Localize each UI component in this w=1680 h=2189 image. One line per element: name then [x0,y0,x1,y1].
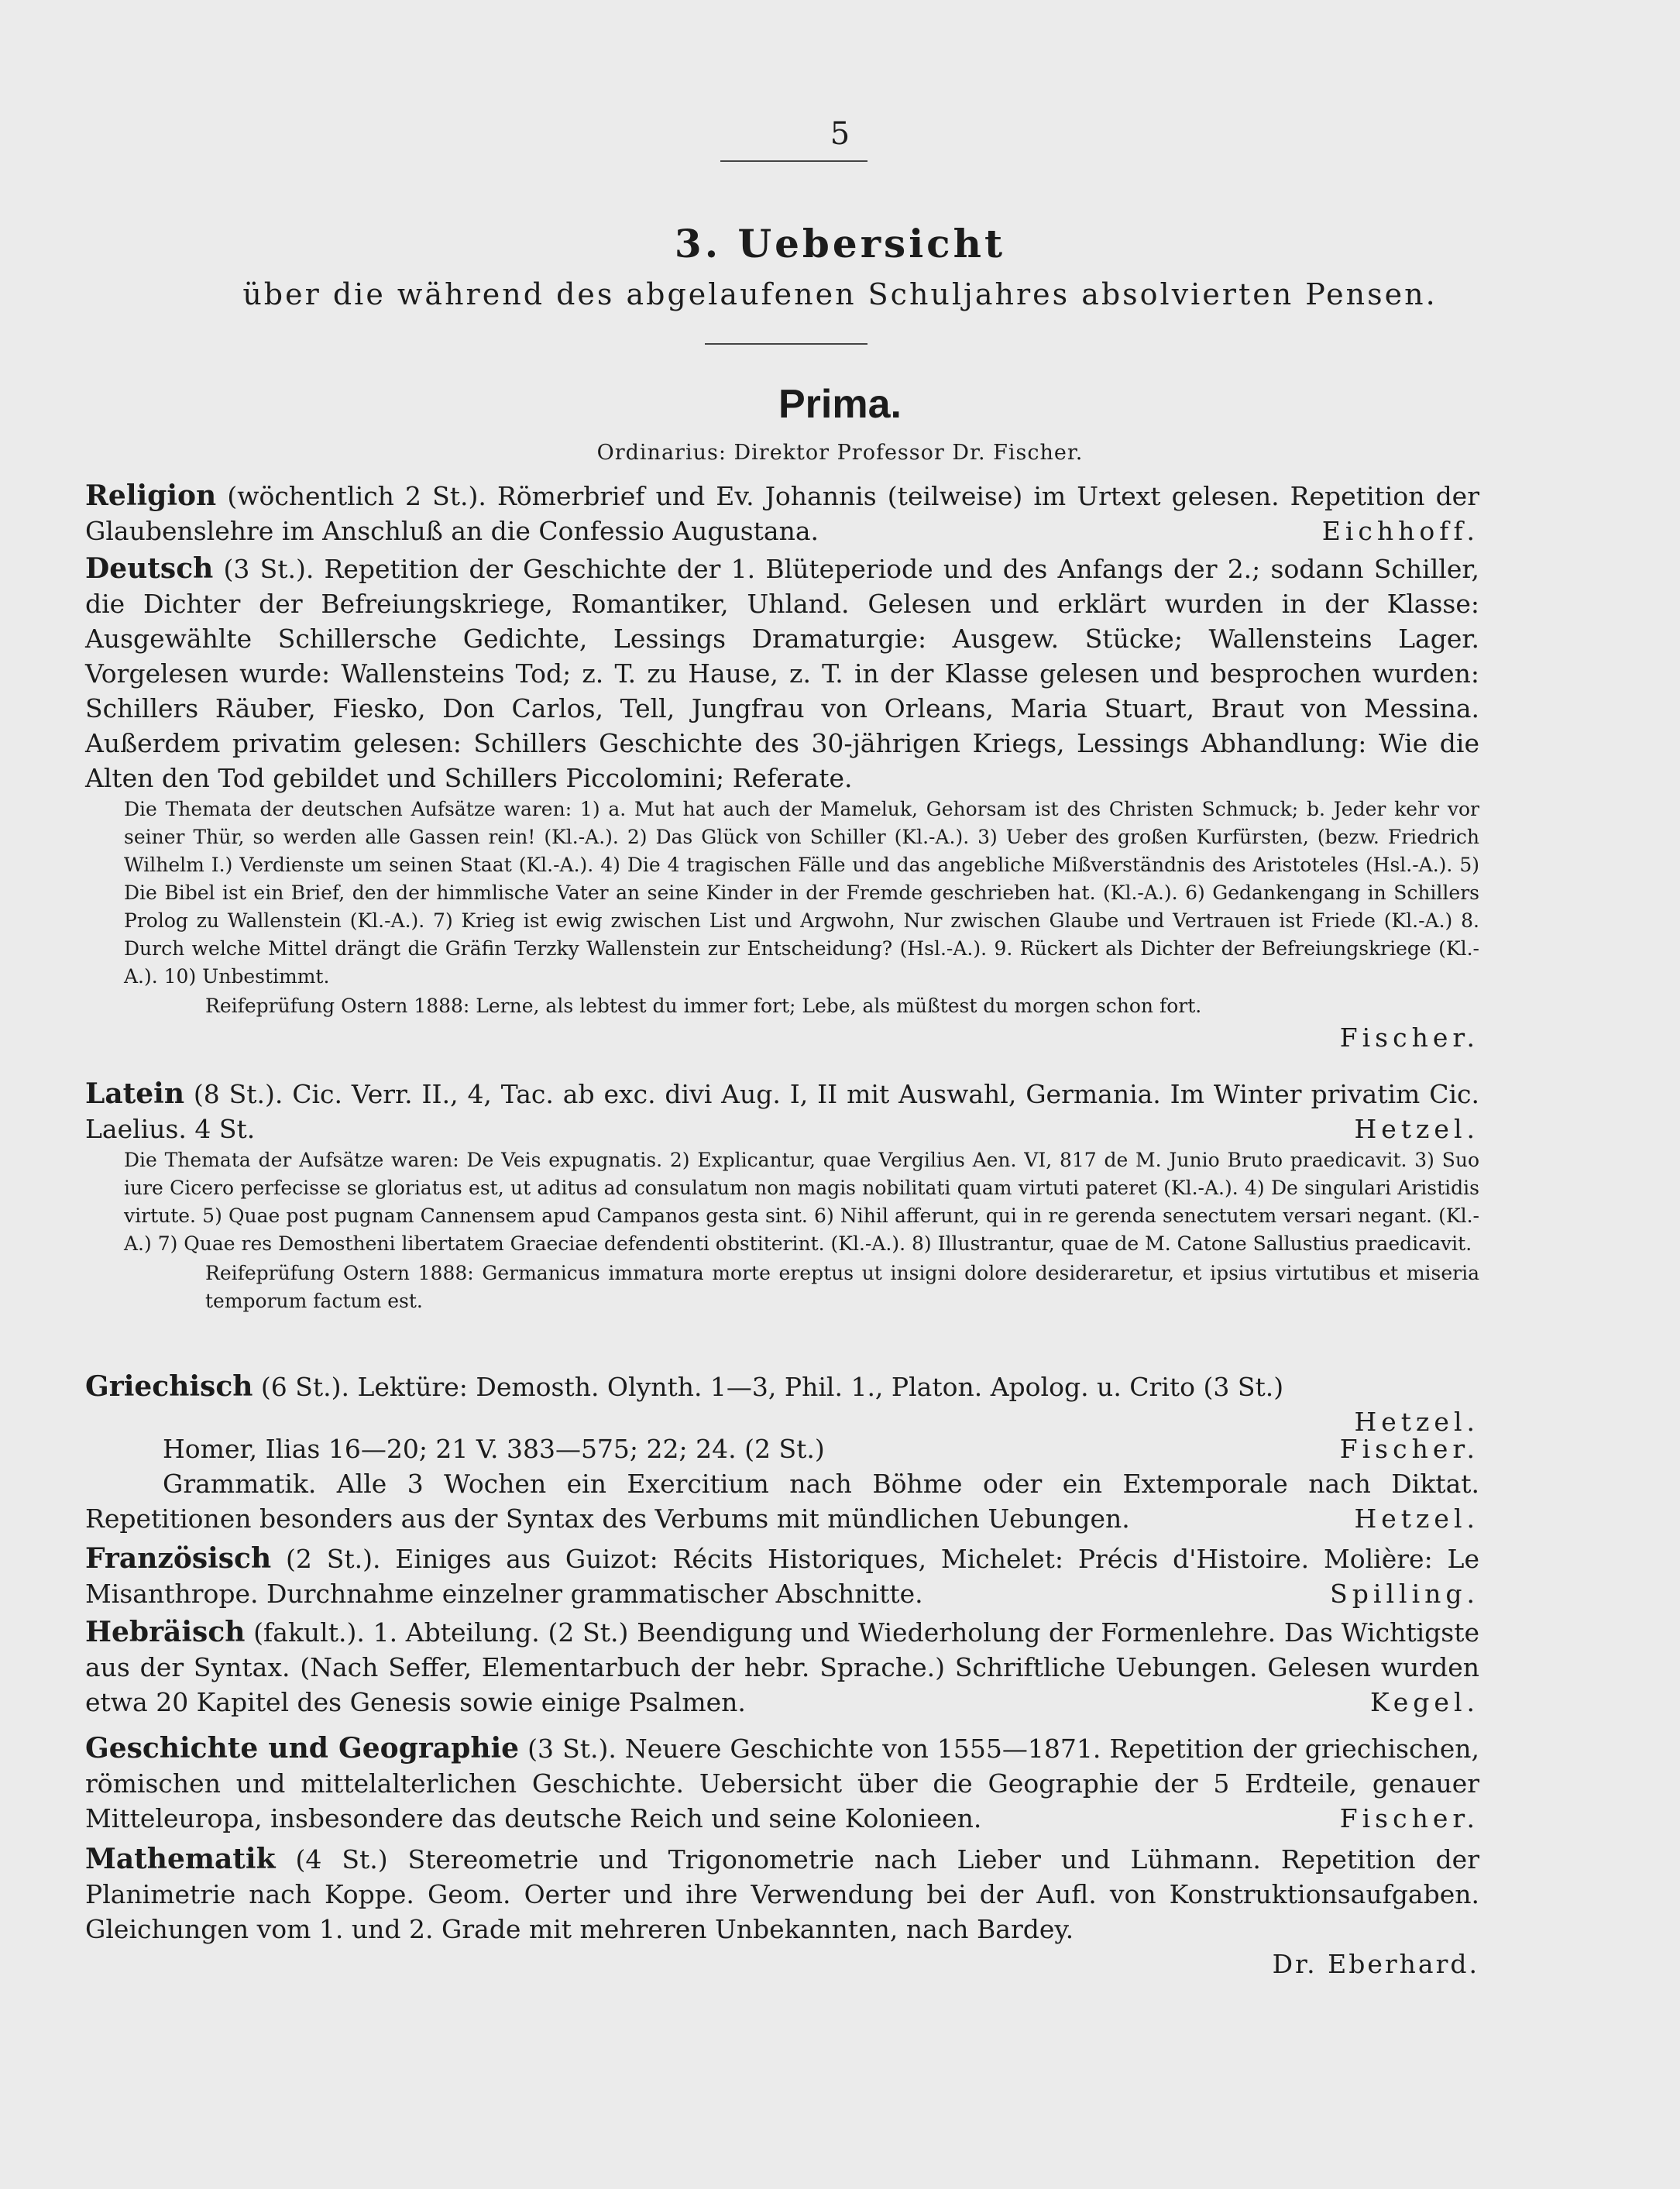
hebraeisch-section [85,1615,1479,1720]
teacher-name: Spilling. [1330,1579,1479,1609]
subject-name: Geschichte und Geographie [85,1732,520,1765]
subject-text: (3 St.). Repetition der Geschichte der 1. Blüteperiode und des Anfangs der 2.; sodann Schiller, die Dichter der Befreiungskriege, Romantiker, Uhland. Gelesen und erklärt wurden in der Klasse: Ausgewählte Schillersche Gedichte, Lessings Dramaturgie: Ausgew. Stücke; Wallensteins Lager. Vorgelesen wurde: Wallensteins Tod; z. T. zu Hause, z. T. in der Klasse gelesen und besprochen wurden: Schillers Räuber, Fiesko, Don Carlos, Tell, Jungfrau von Orleans, Maria Stuart, Braut von Messina. Außerdem privatim gelesen: Schillers Geschichte des 30-jährigen Kriegs, Lessings Abhandlung: Wie die Alten den Tod gebildet und Schillers Piccolomini; Referate. [85,554,1479,793]
teacher-name: Hetzel. [1354,1114,1479,1144]
subject-name: Mathematik [85,1843,276,1875]
exam-theme: Reifeprüfung Ostern 1888: Germanicus immatura morte ereptus ut insigni dolore desideraretur, et ipsius virtutibus et miseria temporum factum est. [205,1262,1479,1312]
deutsch-section [85,552,1479,1055]
teacher-name: Hetzel. [1354,1407,1479,1437]
essay-themes: Die Themata der Aufsätze waren: De Veis expugnatis. 2) Explicantur, quae Vergilius Aen. VI, 817 de M. Junio Bruto praedicavit. 3) Suo iure Cicero perfecisse se gloriatus est, ut aditus ad consulatum non magis nobilitati quam virtuti pateret (Kl.-A.). 4) De singulari Aristidis virtute. 5) Quae post pugnam Cannensem apud Campanos gesta sint. 6) Nihil afferunt, qui in re gerenda senectutem versari negant. (Kl.-A.) 7) Quae res Demostheni libertatem Graeciae defendenti obstiterint. (Kl.-A.). 8) Illustrantur, quae de M. Catone Sallustius praedicavit. [124,1149,1479,1255]
teacher-name: Fischer. [1339,1434,1479,1464]
subject-text: (fakult.). 1. Abteilung. (2 St.) Beendigung und Wiederholung der Formenlehre. Das Wichtigste aus der Syntax. (Nach Seffer, Elementarbuch der hebr. Sprache.) Schriftliche Uebungen. Gelesen wurden etwa 20 Kapitel des Genesis sowie einige Psalmen. [85,1617,1479,1717]
teacher-name: Fischer. [1339,1803,1479,1833]
ordinarius-line: Ordinarius: Direktor Professor Dr. Fischer. [596,441,1084,465]
geschichte-section [85,1731,1479,1836]
title-rule [705,343,867,345]
subject-name: Latein [85,1077,185,1110]
section-subtitle: über die während des abgelaufenen Schuljahres absolvierten Pensen. [242,277,1438,311]
grammar-text: Grammatik. Alle 3 Wochen ein Exercitium nach Böhme oder ein Extemporale nach Diktat. Repetitionen besonders aus der Syntax des Verbums mit mündlichen Uebungen. [85,1469,1479,1534]
griechisch-section [85,1369,1479,1536]
teacher-name: Kegel. [1370,1687,1479,1717]
religion-section [85,479,1479,548]
subject-name: Hebräisch [85,1616,246,1648]
subject-text: (3 St.). Neuere Geschichte von 1555—1871. Repetition der griechischen, römischen und mittelalterlichen Geschichte. Uebersicht über die Geographie der 5 Erdteile, genauer Mitteleuropa, insbesondere das deutsche Reich und seine Kolonieen. [85,1734,1479,1833]
page-number: 5 [830,116,850,152]
franzoesisch-section [85,1541,1479,1611]
exam-theme: Reifeprüfung Ostern 1888: Lerne, als lebtest du immer fort; Lebe, als müßtest du morgen schon fort. [205,995,1202,1017]
latein-section [85,1077,1479,1315]
teacher-name: Dr. Eberhard. [1272,1949,1479,1979]
essay-themes: Die Themata der deutschen Aufsätze waren: 1) a. Mut hat auch der Mameluk, Gehorsam ist des Christen Schmuck; b. Jeder kehr vor seiner Thür, so werden alle Gassen rein! (Kl.-A.). 2) Das Glück von Schiller (Kl.-A.). 3) Ueber des großen Kurfürsten, (bezw. Friedrich Wilhelm I.) Verdienste um seinen Staat (Kl.-A.). 4) Die 4 tragischen Fälle und das angebliche Mißverständnis des Aristoteles (Hsl.-A.). 5) Die Bibel ist ein Brief, den der himmlische Vater an seine Kinder in der Fremde geschrieben hat. (Kl.-A.). 6) Gedankengang in Schillers Prolog zu Wallenstein (Kl.-A.). 7) Krieg ist ewig zwischen List und Argwohn, Nur zwischen Glaube und Vertrauen ist Friede (Kl.-A.) 8. Durch welche Mittel drängt die Gräfin Terzky Wallenstein zur Entscheidung? (Hsl.-A.). 9. Rückert als Dichter der Befreiungskriege (Kl.-A.). 10) Unbestimmt. [124,798,1479,988]
subject-name: Deutsch [85,552,214,585]
mathematik-section [85,1842,1479,1981]
subject-text: (8 St.). Cic. Verr. II., 4, Tac. ab exc. divi Aug. I, II mit Auswahl, Germania. Im Winter privatim Cic. Laelius. 4 St. [85,1079,1479,1144]
subject-name: Griechisch [85,1370,253,1403]
subject-text: (6 St.). Lektüre: Demosth. Olynth. 1—3, Phil. 1., Platon. Apolog. u. Crito (3 St.) [260,1372,1284,1402]
class-title: Prima. [778,382,902,427]
top-rule [720,160,867,162]
subject-text: (wöchentlich 2 St.). Römerbrief und Ev. Johannis (teilweise) im Urtext gelesen. Repetition der Glaubenslehre im Anschluß an die Confessio Augustana. [85,481,1479,546]
subject-name: Französisch [85,1542,272,1575]
subject-text: (2 St.). Einiges aus Guizot: Récits Historiques, Michelet: Précis d'Histoire. Molière: Le Misanthrope. Durchnahme einzelner grammatischer Abschnitte. [85,1544,1479,1609]
subject-text: (4 St.) Stereometrie und Trigonometrie nach Lieber und Lühmann. Repetition der Planimetrie nach Koppe. Geom. Oerter und ihre Verwendung bei der Aufl. von Konstruktionsaufgaben. Gleichungen vom 1. und 2. Grade mit mehreren Unbekannten, nach Bardey. [85,1844,1479,1944]
section-title: 3. Uebersicht [674,221,1006,266]
teacher-name: Eichhoff. [1321,516,1479,546]
homer-text: Homer, Ilias 16—20; 21 V. 383—575; 22; 24. (2 St.) [163,1434,825,1464]
teacher-name: Fischer. [1339,1022,1479,1053]
subject-name: Religion [85,479,217,512]
teacher-name: Hetzel. [1354,1503,1479,1534]
